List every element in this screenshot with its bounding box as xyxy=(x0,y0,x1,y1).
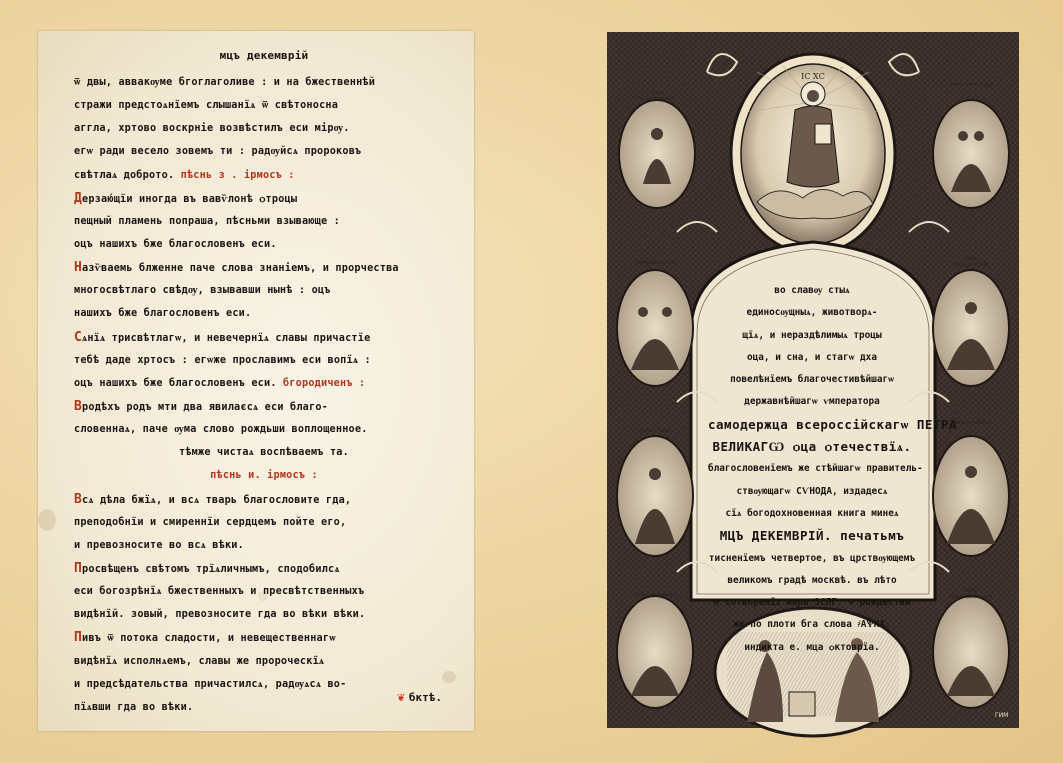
robed-figure xyxy=(787,106,839,187)
text-line xyxy=(74,71,454,94)
text-line xyxy=(74,603,454,626)
medallion-label: ликъ аггелскій xyxy=(949,82,993,88)
rubric-text: бгородиченъ : xyxy=(283,377,366,389)
inscription-line: же по плоти бга слова ҂АѰКА. xyxy=(733,619,891,631)
drop-capital: П xyxy=(74,560,83,576)
line-text: тебѣ даде хртосъ : егѡже прославимъ еси вопїѧ : xyxy=(74,354,371,366)
head xyxy=(807,90,819,102)
inscription-line: единосѹщныѧ, животворѧ- xyxy=(746,307,878,319)
text-line xyxy=(74,256,454,279)
right-engraved-title-page xyxy=(607,32,1019,728)
inscription-line: МЦЪ ДЕКЕМВРІЙ. печатьмъ xyxy=(719,528,905,544)
line-text: ивъ ѿ потока сладости, и невещественнагѡ xyxy=(82,633,336,645)
title-inscription xyxy=(708,280,958,659)
page-header: мцъ декемврій xyxy=(219,49,309,62)
page-footer xyxy=(397,690,442,705)
inscription-line: ствѹющагѡ СѴНОДА, издадесѧ xyxy=(736,485,888,497)
medallion-label: ликъ апостолскій xyxy=(639,90,675,102)
medallion-label: ликъ преподобныхъ xyxy=(949,588,993,600)
drop-capital: В xyxy=(74,491,83,507)
line-text: нашихъ бже благословенъ еси. xyxy=(74,308,252,320)
text-line xyxy=(74,233,454,256)
line-text: сѧ дѣла бжїѧ, и всѧ тварь благословите гда, xyxy=(82,494,352,506)
text-line xyxy=(74,302,454,325)
museum-stamp: ГИМ xyxy=(995,712,1009,719)
line-text: и превозносите во всѧ вѣки. xyxy=(74,539,244,551)
medallion-label: ликъ стлей xyxy=(638,428,672,434)
line-text: егѡ ради весело зовемъ ти : радѹйсѧ пророковъ xyxy=(74,146,362,158)
lectern xyxy=(789,692,815,716)
text-line xyxy=(74,372,454,395)
text-line xyxy=(74,279,454,302)
line-text: стражи предстоѧнїемъ слышанїѧ ѿ свѣтоносна xyxy=(74,100,339,112)
page-text xyxy=(74,41,454,719)
text-line xyxy=(74,511,454,534)
text-line xyxy=(74,464,454,487)
inscription-line: повелѣнїемъ благочестивѣйшагѡ xyxy=(730,374,894,386)
line-text: оцъ нашихъ бже благословенъ еси. xyxy=(74,377,284,389)
line-text: тѣмже чистаѧ воспѣваемъ та. xyxy=(179,447,349,459)
rubric-text: пѣснь и. ірмосъ : xyxy=(210,470,318,482)
medallion-label: ликъ мченицъ xyxy=(634,592,676,598)
inscription-line: самодержца всероссійскагѡ ПЕТРА xyxy=(708,416,958,432)
line-text: ѿ двы, аввакѹме бгоглаголиве : и на бжественнѣй xyxy=(74,77,376,88)
drop-capital: С xyxy=(74,329,83,345)
text-line xyxy=(74,349,454,372)
text-line xyxy=(74,187,454,210)
line-text: пїѧвши гда во вѣки. xyxy=(74,701,194,713)
text-line xyxy=(74,534,454,557)
inscription-line: щїѧ, и нераздѣлимыѧ троцы xyxy=(742,329,882,341)
drop-capital: Д xyxy=(74,190,83,206)
text-line xyxy=(74,441,454,464)
text-line xyxy=(74,650,454,673)
inscription-line: оца, и сна, и стагѡ дха xyxy=(747,351,877,363)
text-line xyxy=(74,164,454,187)
line-text: и предсѣдательства причастилсѧ, радѹѧсѧ во- xyxy=(74,678,347,690)
inscription-line: ВЕЛИКАГѠ ѻца ѻтечествїѧ. xyxy=(712,439,912,455)
inscription-line: во славѹ стыѧ xyxy=(774,285,850,296)
inscription-line: великомъ градѣ москвѣ. въ лѣто xyxy=(727,574,897,586)
text-line xyxy=(74,418,454,441)
line-text: словеннаѧ, паче ѹма слово рождьши воплощенное. xyxy=(74,424,368,436)
text-line xyxy=(74,326,454,349)
catchword: бктѣ. xyxy=(408,691,442,704)
inscription-line: державнѣйшагѡ ѵмператора xyxy=(744,396,880,408)
text-line xyxy=(74,94,454,117)
line-text: преподобнїи и смиреннїи сердцемъ пойте его, xyxy=(74,516,347,528)
medallion-label: ликъ мчнковъ xyxy=(950,420,992,426)
drop-capital: В xyxy=(74,398,83,414)
text-line xyxy=(74,580,454,603)
text-line xyxy=(74,488,454,511)
inscription-line: тисненїемъ четвертое, въ црствѹющемъ xyxy=(708,552,916,564)
inscription-line: благословенїемъ же стѣйшагѡ правитель- xyxy=(708,463,923,475)
text-line xyxy=(74,210,454,233)
paper-stain xyxy=(38,509,56,531)
line-text: азѷваемь блженне паче слова знаніемъ, и прорчества xyxy=(82,263,399,275)
line-text: многосвѣтлаго свѣдѹ, взывавши нынѣ : оцъ xyxy=(74,285,331,297)
line-text: видѣнїѧ исполнѧемъ, славы же пророческїѧ xyxy=(74,655,325,667)
gospel-book xyxy=(815,124,831,144)
drop-capital: Н xyxy=(74,260,83,276)
line-text: родѣхъ родъ мти два явилаєсѧ еси благо- xyxy=(82,401,328,413)
text-line xyxy=(74,395,454,418)
line-text: пещный пламень попраша, пѣсньми взывающе : xyxy=(74,215,341,227)
ornament-icon: ❦ xyxy=(397,690,405,705)
drop-capital: П xyxy=(74,630,83,646)
text-line xyxy=(74,626,454,649)
inscription-line: сїѧ богодохновенная книга минеѧ xyxy=(725,507,899,519)
line-text: свѣтлаѧ доброто. xyxy=(74,169,181,181)
line-text: аггла, хртово воскрніе возвѣстилъ еси мірѹ. xyxy=(74,123,350,135)
line-text: еси богозрѣнїѧ бжественныхъ и пресвѣтственныхъ xyxy=(74,586,365,598)
line-text: оцъ нашихъ бже благословенъ еси. xyxy=(74,238,277,250)
inscription-line: индикта е. мца ѻктоврїа. xyxy=(744,641,880,653)
text-line xyxy=(74,140,454,163)
medallion-label: ликъ апостол xyxy=(635,260,675,266)
monogram: ІС ХС xyxy=(801,72,825,81)
christ-medallion xyxy=(731,54,895,254)
rubric-text: пѣснь з . ірмосъ : xyxy=(180,169,295,181)
line-text: росвѣщенъ свѣтомъ трїѧличнымъ, сподобилсѧ xyxy=(82,563,340,575)
line-text: видѣнїй. зовый, превозносите гда во вѣки вѣки. xyxy=(74,609,366,621)
text-line xyxy=(74,557,454,580)
line-text: ерзаю́щїи иногда въ вавѷлонѣ ѻтроцы xyxy=(82,193,298,205)
left-manuscript-page xyxy=(38,31,474,731)
inscription-line: ѿ сотворенїѧ мира ЗСЛГ. ѿ рождества xyxy=(713,597,911,609)
text-line xyxy=(74,117,454,140)
medallion-label: ликъ пророческій xyxy=(953,256,989,268)
text-lines xyxy=(74,71,454,719)
line-text: ѧнїѧ трисвѣтлагѡ, и невечернїѧ славы причастїе xyxy=(82,332,371,344)
